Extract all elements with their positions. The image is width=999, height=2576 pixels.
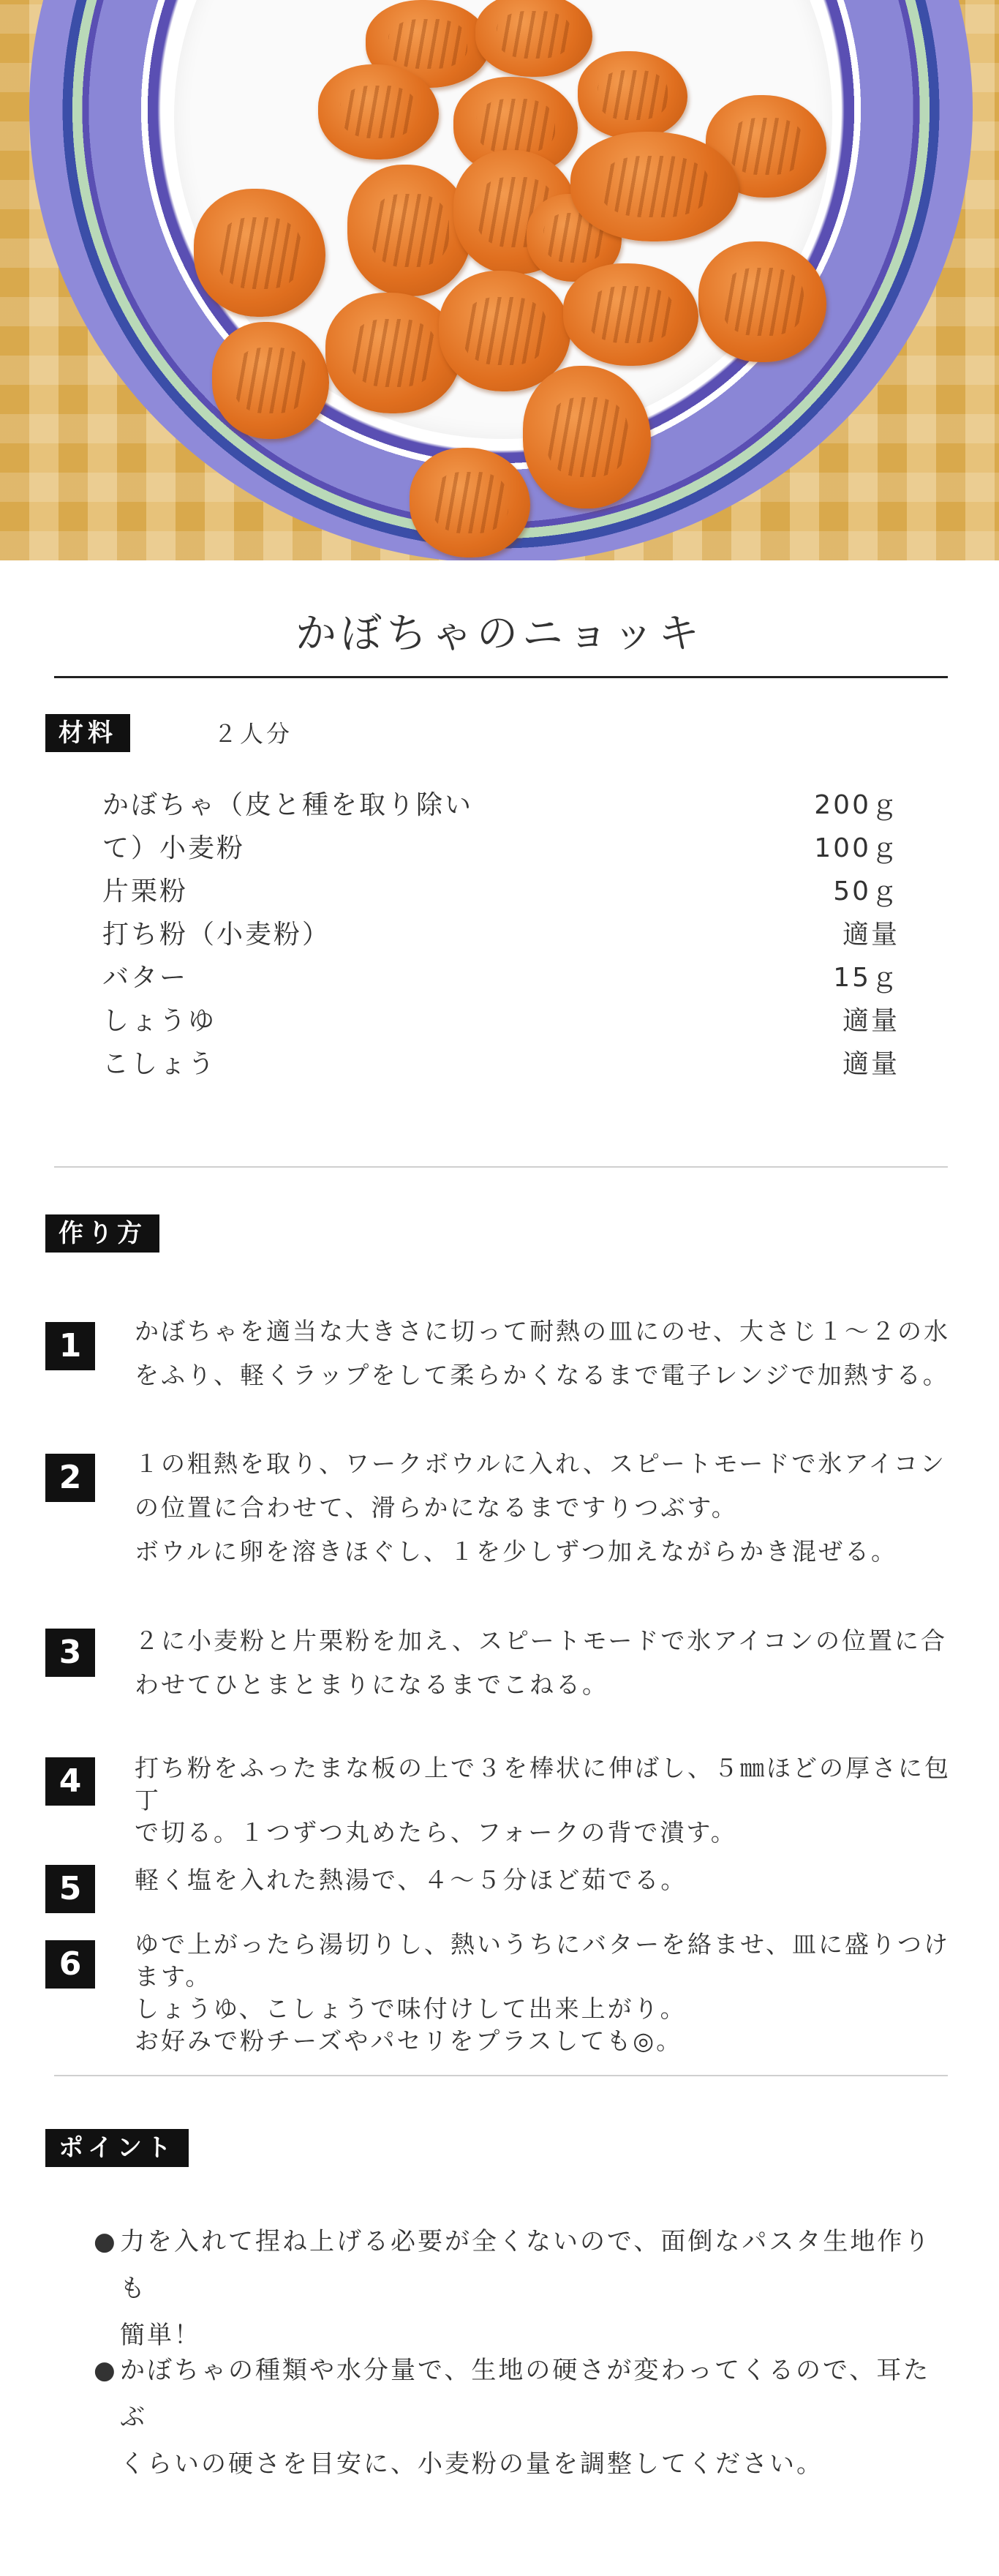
ingredient-name: 打ち粉（小麦粉） <box>102 920 331 950</box>
bullet-icon: ● <box>94 2227 118 2256</box>
ingredient-qty: 適量 <box>842 1006 900 1036</box>
point-line: くらいの硬さを目安に、小麦粉の量を調整してください。 <box>120 2449 823 2479</box>
ingredient-row <box>102 827 900 871</box>
ingredient-qty: 15ｇ <box>833 963 900 993</box>
ingredient-name: かぼちゃ（皮と種を取り除い <box>102 790 474 820</box>
ingredient-name: 片栗粉 <box>102 876 189 906</box>
hero-photo <box>0 0 999 560</box>
gnocchi-piece <box>318 64 439 159</box>
ingredient-list <box>102 784 900 1086</box>
step-line: で切る。１つずつ丸めたら、フォークの背で潰す。 <box>135 1818 737 1847</box>
ingredient-qty: 200ｇ <box>814 790 900 820</box>
step-text <box>135 1442 954 1574</box>
gnocchi-piece <box>475 0 592 77</box>
ingredient-row <box>102 1000 900 1043</box>
ingredient-qty: 100ｇ <box>814 833 900 863</box>
point-item <box>94 2347 942 2487</box>
step-line: お好みで粉チーズやパセリをプラスしても◎。 <box>135 2027 683 2055</box>
step-line: ゆで上がったら湯切りし、熱いうちにバターを絡ませ、皿に盛りつけます。 <box>135 1930 951 1991</box>
servings: ２人分 <box>214 720 293 748</box>
step-text <box>135 1864 954 1896</box>
gnocchi-piece <box>347 165 472 296</box>
ingredient-row <box>102 957 900 1000</box>
bullet-icon: ● <box>94 2356 118 2385</box>
step-line: かぼちゃを適当な大きさに切って耐熱の皿にのせ、大さじ１～２の水 <box>135 1317 951 1345</box>
step-number: 5 <box>45 1865 95 1913</box>
section-divider <box>54 1166 948 1168</box>
recipe-title: かぼちゃのニョッキ <box>295 610 704 658</box>
step-number: 3 <box>45 1629 95 1677</box>
step-number: 1 <box>45 1322 95 1370</box>
step-number: 4 <box>45 1757 95 1806</box>
step-line: をふり、軽くラップをして柔らかくなるまで電子レンジで加熱する。 <box>135 1361 949 1389</box>
ingredient-name: しょうゆ <box>102 1006 217 1036</box>
step-line: ２に小麦粉と片栗粉を加え、スピートモードで氷アイコンの位置に合 <box>135 1626 948 1655</box>
section-divider <box>54 2075 948 2076</box>
points-label: ポイント <box>45 2129 189 2167</box>
ingredient-name: こしょう <box>102 1049 217 1079</box>
step-line: 打ち粉をふったまな板の上で３を棒状に伸ばし、５㎜ほどの厚さに包丁 <box>135 1754 951 1814</box>
gnocchi-piece <box>578 51 687 139</box>
step-number: 6 <box>45 1940 95 1989</box>
ingredient-qty: 50ｇ <box>833 876 900 906</box>
ingredient-qty: 適量 <box>842 1049 900 1079</box>
step-text <box>135 1310 954 1397</box>
ingredient-name: バター <box>102 963 189 993</box>
gnocchi-piece <box>410 448 530 557</box>
ingredient-qty: 適量 <box>842 920 900 950</box>
title-underline <box>54 676 948 678</box>
step-number: 2 <box>45 1454 95 1502</box>
gnocchi-piece <box>698 241 826 362</box>
point-line: 簡単！ <box>120 2321 201 2350</box>
ingredient-row <box>102 914 900 957</box>
step-line: わせてひとまとまりになるまでこねる。 <box>135 1670 608 1699</box>
ingredients-label: 材料 <box>45 714 130 752</box>
step-text <box>135 1619 954 1707</box>
point-item <box>94 2218 942 2359</box>
ingredient-row <box>102 784 900 827</box>
gnocchi-piece <box>563 263 698 366</box>
gnocchi-piece <box>194 189 325 317</box>
step-line: １の粗熱を取り、ワークボウルに入れ、スピートモードで氷アイコン <box>135 1449 947 1478</box>
step-line: ボウルに卵を溶きほぐし、１を少しずつ加えながらかき混ぜる。 <box>135 1537 898 1566</box>
gnocchi-piece <box>439 271 570 391</box>
step-line: の位置に合わせて、滑らかになるまですりつぶす。 <box>135 1493 738 1522</box>
step-text <box>135 1929 954 2057</box>
step-text <box>135 1752 954 1849</box>
step-line: しょうゆ、こしょうで味付けして出来上がり。 <box>135 1994 687 2023</box>
gnocchi-piece <box>570 132 739 241</box>
ingredient-name: て）小麦粉 <box>102 833 246 863</box>
gnocchi-piece <box>212 322 329 439</box>
gnocchi-piece <box>523 366 651 508</box>
method-label: 作り方 <box>45 1214 159 1253</box>
step-line: 軽く塩を入れた熱湯で、４～５分ほど茹でる。 <box>135 1866 687 1894</box>
ingredient-row <box>102 871 900 914</box>
ingredient-row <box>102 1043 900 1086</box>
point-line: かぼちゃの種類や水分量で、生地の硬さが変わってくるので、耳たぶ <box>120 2356 931 2432</box>
point-line: 力を入れて捏ね上げる必要が全くないので、面倒なパスタ生地作りも <box>120 2227 932 2303</box>
